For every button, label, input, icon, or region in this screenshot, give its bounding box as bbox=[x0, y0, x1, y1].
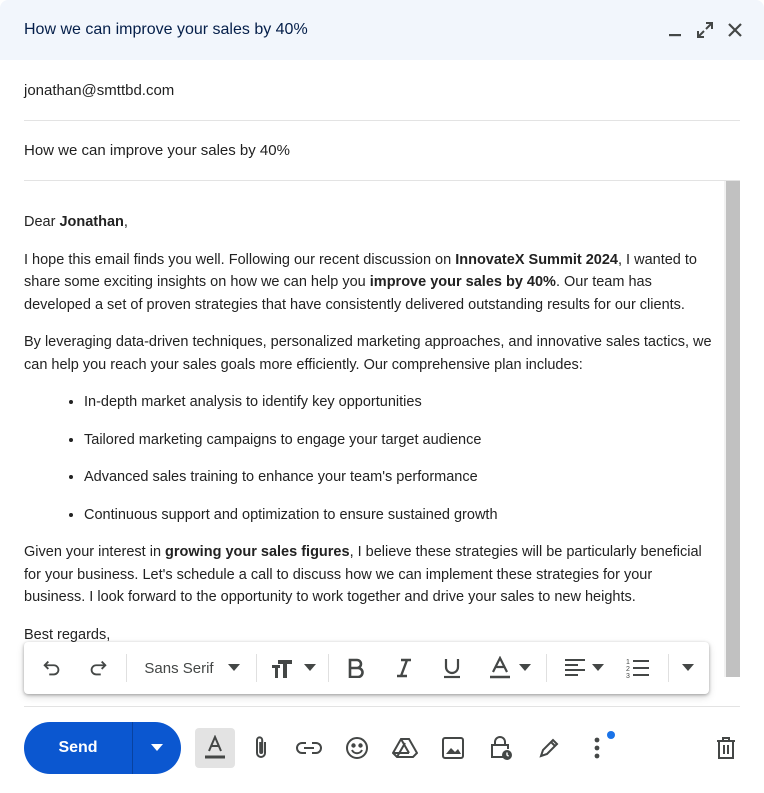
toolbar-divider bbox=[328, 654, 329, 682]
svg-text:2: 2 bbox=[626, 666, 630, 673]
svg-text:1: 1 bbox=[626, 659, 630, 666]
more-formatting-icon bbox=[682, 664, 694, 672]
list-item: • Advanced sales training to enhance your team's performance bbox=[84, 466, 716, 489]
message-body[interactable] bbox=[24, 182, 716, 642]
schedule-send-button[interactable] bbox=[133, 722, 181, 774]
list-item: • Continuous support and optimization to ensure sustained growth bbox=[84, 504, 716, 527]
greeting-line: Dear Jonathan, bbox=[24, 214, 128, 230]
underline-icon bbox=[443, 657, 461, 679]
send-button[interactable]: Send bbox=[58, 739, 98, 756]
font-family-select[interactable] bbox=[134, 652, 250, 684]
send-button-group bbox=[24, 722, 181, 774]
emoji-icon bbox=[345, 736, 369, 760]
bottom-divider bbox=[24, 706, 740, 707]
expand-button[interactable] bbox=[693, 18, 717, 42]
italic-button[interactable] bbox=[388, 652, 420, 684]
font-size-button[interactable] bbox=[264, 652, 322, 684]
underline-button[interactable] bbox=[436, 652, 468, 684]
trash-icon bbox=[716, 737, 736, 759]
chevron-down-icon bbox=[592, 664, 604, 672]
more-options-icon bbox=[594, 737, 600, 759]
formatting-toolbar bbox=[24, 642, 709, 694]
expand-icon bbox=[696, 21, 714, 39]
chevron-down-icon bbox=[519, 664, 531, 672]
confidential-mode-button[interactable] bbox=[484, 730, 518, 766]
to-recipient[interactable]: jonathan@smttbd.com bbox=[24, 82, 175, 99]
attach-icon bbox=[251, 735, 271, 761]
toolbar-divider bbox=[256, 654, 257, 682]
drive-button[interactable] bbox=[388, 730, 422, 766]
notification-dot bbox=[607, 731, 615, 739]
redo-button[interactable] bbox=[82, 652, 114, 684]
insert-link-button[interactable] bbox=[292, 730, 326, 766]
compose-header bbox=[0, 0, 764, 60]
discard-draft-button[interactable] bbox=[709, 730, 743, 766]
strategy-list bbox=[24, 391, 716, 526]
subject-input[interactable]: How we can improve your sales by 40% bbox=[24, 142, 290, 159]
body-paragraph-3: Given your interest in growing your sales figures, I believe these strategies will be particularly beneficial for your business. Let's schedule a call to discuss how we can implement these strategies for your business. I look forward to the opportunity to work together and drive your sales to new heights. bbox=[24, 544, 702, 605]
minimize-button[interactable] bbox=[663, 18, 687, 42]
to-field[interactable] bbox=[24, 60, 740, 121]
svg-text:3: 3 bbox=[626, 673, 630, 679]
toolbar-divider bbox=[126, 654, 127, 682]
recipient-name: Jonathan bbox=[59, 214, 124, 230]
signature-icon bbox=[537, 736, 561, 760]
chevron-down-icon bbox=[228, 664, 240, 672]
italic-icon bbox=[395, 658, 413, 678]
close-icon bbox=[727, 22, 743, 38]
undo-button[interactable] bbox=[36, 652, 68, 684]
numbered-list-icon bbox=[626, 657, 650, 679]
toolbar-divider bbox=[546, 654, 547, 682]
formatting-options-icon bbox=[203, 735, 227, 761]
numbered-list-button[interactable] bbox=[622, 652, 654, 684]
chevron-down-icon bbox=[151, 744, 163, 752]
align-button[interactable] bbox=[558, 652, 610, 684]
body-paragraph-1: I hope this email finds you well. Following our recent discussion on InnovateX Summit 2024, I wanted to share some exciting insights on how we can help you improve your sales by 40%. Our team has developed a set of proven strategies that have consistently delivered outstanding results for our clients. bbox=[24, 251, 697, 313]
font-family-label: Sans Serif bbox=[144, 659, 214, 677]
emoji-button[interactable] bbox=[340, 730, 374, 766]
compose-title: How we can improve your sales by 40% bbox=[24, 21, 308, 38]
formatting-options-button[interactable] bbox=[195, 728, 235, 768]
align-icon bbox=[564, 658, 586, 678]
bold-button[interactable] bbox=[340, 652, 372, 684]
close-button[interactable] bbox=[723, 18, 747, 42]
body-scrollbar-thumb[interactable] bbox=[726, 181, 740, 677]
chevron-down-icon bbox=[304, 664, 316, 672]
closing-line: Best regards, bbox=[24, 626, 111, 642]
more-formatting-button[interactable] bbox=[674, 652, 702, 684]
list-item: • In-depth market analysis to identify key opportunities bbox=[84, 391, 716, 414]
undo-icon bbox=[41, 657, 63, 679]
body-paragraph-2: By leveraging data-driven techniques, personalized marketing approaches, and innovative sales tactics, we can help you reach your sales goals more efficiently. Our comprehensive plan includes: bbox=[24, 334, 712, 373]
font-size-icon bbox=[270, 657, 298, 679]
photo-icon bbox=[442, 737, 464, 759]
insert-photo-button[interactable] bbox=[436, 730, 470, 766]
bold-icon bbox=[347, 658, 365, 678]
toolbar-divider bbox=[668, 654, 669, 682]
redo-icon bbox=[87, 657, 109, 679]
minimize-icon bbox=[667, 22, 683, 38]
attach-button[interactable] bbox=[244, 730, 278, 766]
confidential-icon bbox=[489, 735, 513, 761]
subject-field[interactable] bbox=[24, 120, 740, 181]
link-icon bbox=[296, 740, 322, 756]
text-color-button[interactable] bbox=[484, 652, 536, 684]
list-item: • Tailored marketing campaigns to engage your target audience bbox=[84, 429, 716, 452]
text-color-icon bbox=[489, 656, 511, 680]
drive-icon bbox=[392, 737, 418, 759]
insert-signature-button[interactable] bbox=[532, 730, 566, 766]
